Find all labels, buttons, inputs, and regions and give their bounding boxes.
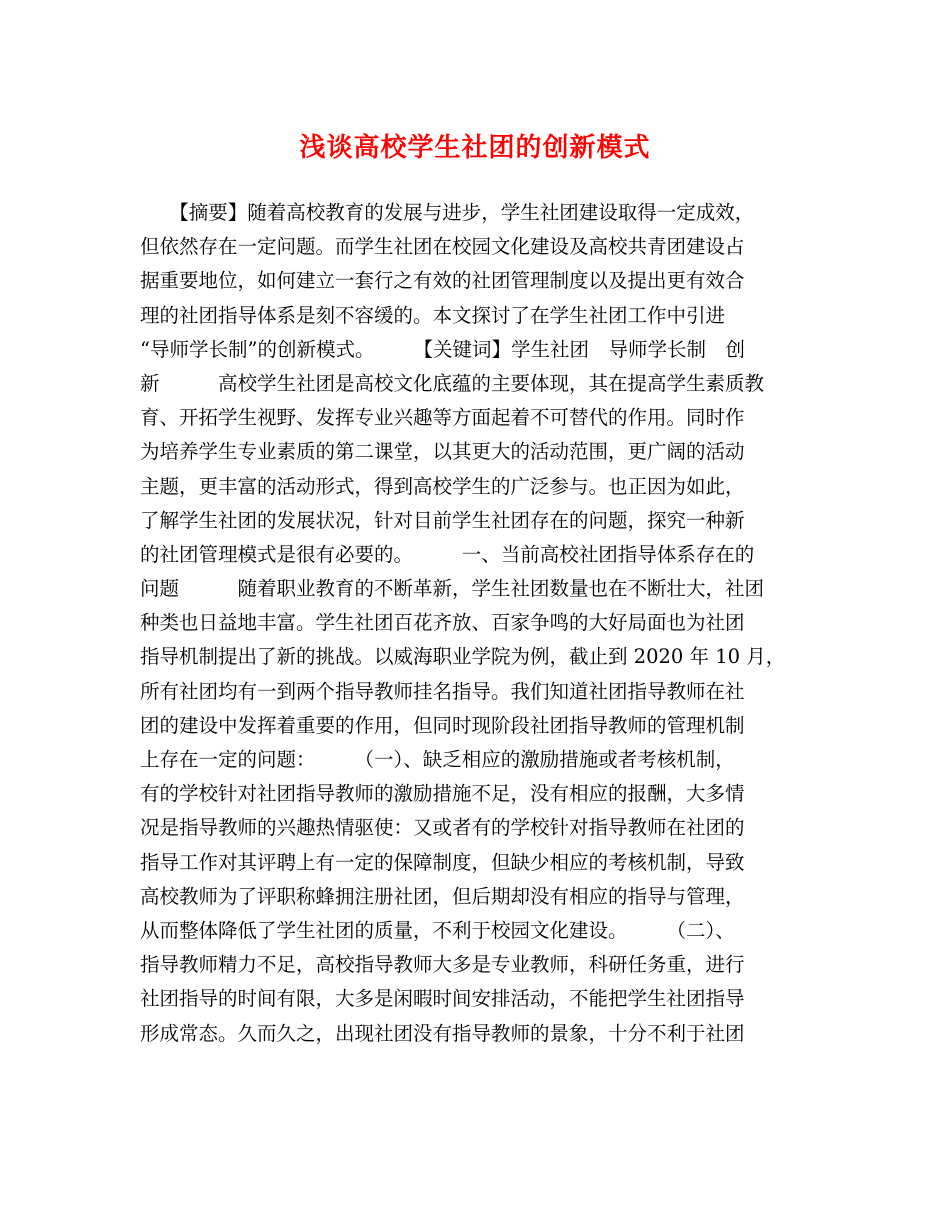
body-line: 所有社团均有一到两个指导教师挂名指导。我们知道社团指导教师在社	[140, 679, 745, 703]
body-line: 了解学生社团的发展状况，针对目前学生社团存在的问题，探究一种新	[140, 508, 745, 532]
body-line: 社团指导的时间有限，大多是闲暇时间安排活动，不能把学生社团指导	[140, 987, 745, 1011]
body-line: 况是指导教师的兴趣热情驱使：又或者有的学校针对指导教师在社团的	[140, 816, 745, 840]
body-line: 问题 随着职业教育的不断革新，学生社团数量也在不断壮大，社团	[140, 577, 765, 601]
body-line: 高校教师为了评职称蜂拥注册社团，但后期却没有相应的指导与管理，	[140, 884, 745, 908]
document-title: 浅谈高校学生社团的创新模式	[299, 133, 651, 163]
body-line: 的社团管理模式是很有必要的。 一、当前高校社团指导体系存在的	[140, 542, 755, 566]
body-line: 主题，更丰富的活动形式，得到高校学生的广泛参与。也正因为如此，	[140, 474, 745, 498]
body-line: 为培养学生专业素质的第二课堂，以其更大的活动范围，更广阔的活动	[140, 440, 745, 464]
body-line: 新 高校学生社团是高校文化底蕴的主要体现，其在提高学生素质教	[140, 371, 765, 395]
body-line: 指导教师精力不足，高校指导教师大多是专业教师，科研任务重，进行	[140, 953, 745, 977]
body-line: 指导机制提出了新的挑战。以威海职业学院为例，截止到 2020 年 10 月，	[140, 645, 786, 669]
body-line: 【摘要】随着高校教育的发展与进步，学生社团建设取得一定成效，	[140, 201, 755, 224]
body-line: “导师学长制”的创新模式。 【关键词】学生社团 导师学长制 创	[140, 337, 745, 361]
body-line: 理的社团指导体系是刻不容缓的。本文探讨了在学生社团工作中引进	[140, 303, 726, 327]
body-line: 但依然存在一定问题。而学生社团在校园文化建设及高校共青团建设占	[140, 235, 745, 259]
document-body	[140, 196, 820, 1051]
body-line: 上存在一定的问题： （一）、缺乏相应的激励措施或者考核机制，	[140, 748, 735, 771]
body-line: 从而整体降低了学生社团的质量，不利于校园文化建设。 （二）、	[140, 918, 735, 942]
body-line: 指导工作对其评聘上有一定的保障制度，但缺少相应的考核机制，导致	[140, 850, 745, 874]
body-line: 据重要地位，如何建立一套行之有效的社团管理制度以及提出更有效合	[140, 269, 745, 293]
body-line: 育、开拓学生视野、发挥专业兴趣等方面起着不可替代的作用。同时作	[140, 406, 745, 430]
body-line: 团的建设中发挥着重要的作用，但同时现阶段社团指导教师的管理机制	[140, 713, 745, 737]
body-line: 形成常态。久而久之，出现社团没有指导教师的景象，十分不利于社团	[140, 1021, 745, 1045]
body-line: 种类也日益地丰富。学生社团百花齐放、百家争鸣的大好局面也为社团	[140, 611, 745, 635]
body-line: 有的学校针对社团指导教师的激励措施不足，没有相应的报酬，大多情	[140, 782, 745, 806]
